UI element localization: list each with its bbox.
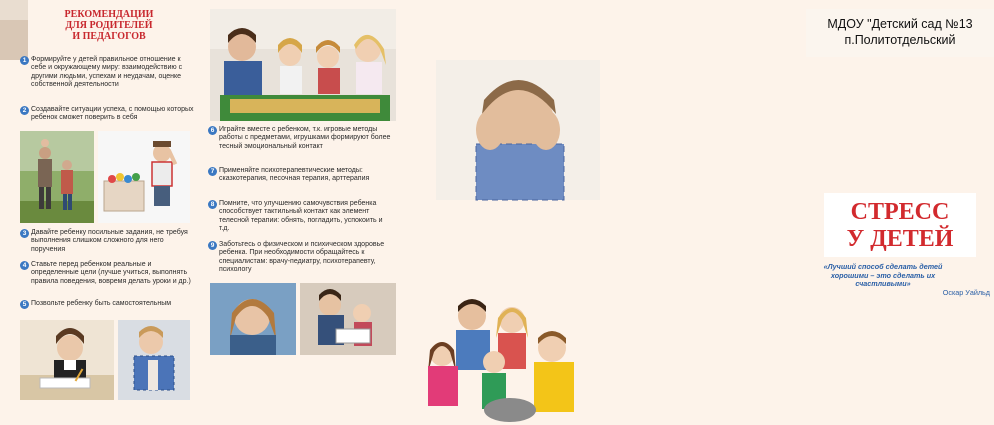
tip-3: 3 Давайте ребенку посильные задания, не требуя выполнения слишком сложного для него поручения xyxy=(20,229,196,254)
tip-number-badge: 1 xyxy=(20,56,29,65)
tip-1: 1 Формируйте у детей правильное отношение к себе и окружающему миру: взаимодействию с другими людьми, успехам и неудачам, оценке собственной деятельности xyxy=(20,56,196,90)
tip-8: 8 Помните, что улучшению самочувствия ребенка способствует тактильный контакт как элемент телесной терапии: обнять, погладить, успокоить и т.д. xyxy=(208,200,394,234)
tip-number-badge: 8 xyxy=(208,200,217,209)
quote-author: Оскар Уайльд xyxy=(942,288,990,297)
tip-9: 9 Заботьтесь о физическом и психическом здоровье ребенка. При необходимости обращайтесь к специалистам: врачу-педиатру, психотерапевту, психологу xyxy=(208,241,394,275)
tip-number-badge: 9 xyxy=(208,241,217,250)
tip-number-badge: 6 xyxy=(208,126,217,135)
tip-number-badge: 5 xyxy=(20,300,29,309)
tip-7: 7 Применяйте психотерапевтические методы: сказкотерапия, песочная терапия, арттерапия xyxy=(208,167,394,184)
tip-5: 5 Позвольте ребенку быть самостоятельным xyxy=(20,300,196,308)
photo-boy-dressing xyxy=(118,320,190,400)
photo-sad-girl xyxy=(210,283,296,355)
photo-family-walk xyxy=(20,131,94,223)
photo-boy-with-toys xyxy=(98,131,190,223)
tip-number-badge: 3 xyxy=(20,229,29,238)
quote-text: «Лучший способ сделать детей хорошими – это сделать их счастливыми» xyxy=(823,262,943,288)
left-panel xyxy=(0,0,200,425)
middle-panel xyxy=(200,0,400,425)
photo-happy-family xyxy=(408,298,600,425)
right-panel xyxy=(400,0,990,425)
photo-father-reading xyxy=(300,283,396,355)
photo-family-board-game xyxy=(210,9,396,121)
tip-number-badge: 4 xyxy=(20,261,29,270)
tip-4: 4 Ставьте перед ребенком реальные и определенные цели (лучше учиться, выполнять правила поведения, вовремя делать уроки и др.) xyxy=(20,261,196,286)
tip-number-badge: 2 xyxy=(20,106,29,115)
tip-6: 6 Играйте вместе с ребенком, т.к. игровые методы работы с предметами, игрушками формируют более тесный эмоциональный контакт xyxy=(208,126,394,151)
tip-number-badge: 7 xyxy=(208,167,217,176)
organization-name: МДОУ "Детский сад №13 п.Политотдельский xyxy=(806,9,994,57)
photo-top-left-fragment xyxy=(0,0,28,60)
photo-girl-writing xyxy=(20,320,114,400)
tip-2: 2 Создавайте ситуации успеха, с помощью которых ребенок сможет поверить в себя xyxy=(20,106,196,123)
photo-stressed-boy xyxy=(436,60,600,200)
brochure-title: СТРЕСС У ДЕТЕЙ xyxy=(824,193,976,257)
recommendations-title: РЕКОМЕНДАЦИИ ДЛЯ РОДИТЕЛЕЙ И ПЕДАГОГОВ xyxy=(64,9,154,42)
